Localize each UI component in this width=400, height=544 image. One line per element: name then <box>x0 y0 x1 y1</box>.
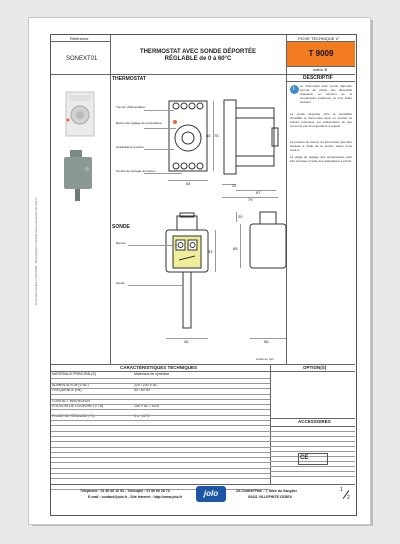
divider <box>51 41 110 42</box>
page-number: 1 <box>340 487 343 493</box>
table-rule <box>270 431 355 432</box>
carac-value: 220 / 230 V AC <box>134 382 158 387</box>
thermostat-front-drawing <box>168 100 211 172</box>
leader-line <box>144 149 174 150</box>
thermostat-side-drawing <box>222 98 280 178</box>
info-icon-glyph: i <box>293 86 295 92</box>
descriptif-heading: DESCRIPTIF <box>303 75 333 81</box>
carac-value: 50 / 60 Hz <box>134 387 150 392</box>
fiche-label: FICHE TECHNIQUE n° <box>298 36 340 41</box>
accessoires-heading: ACCESSOIRES <box>298 419 331 424</box>
table-rule <box>51 425 270 426</box>
document-title: THERMOSTAT AVEC SONDE DÉPORTÉE <box>139 49 257 55</box>
dimension: 54 <box>186 181 191 186</box>
dimension: 22 <box>232 183 237 188</box>
callout-label: Témoin d'alimentation <box>116 105 146 109</box>
table-rule <box>51 409 270 410</box>
info-icon <box>290 85 299 94</box>
table-rule <box>51 415 270 416</box>
page-count: 2 <box>347 495 350 501</box>
callout-label: Sonde <box>116 281 125 285</box>
table-rule <box>51 383 270 384</box>
sonde-side-drawing <box>248 210 290 272</box>
carac-value: 0 à +60°C <box>134 414 150 419</box>
sonde-photo <box>60 145 102 205</box>
leader-line <box>128 245 176 246</box>
cotes-note: Cotes en mm <box>256 357 274 361</box>
divider <box>270 426 355 427</box>
carac-label: FRÉQUENCE (Hz) <box>52 387 82 392</box>
footer-city: 93421 VILLEPINTE CEDEX <box>248 495 292 499</box>
leader-line <box>144 173 182 174</box>
carac-label: MATÉRIAUX PRINCIPAL(S) <box>52 372 97 376</box>
dimension: 53 <box>208 249 213 254</box>
carac-label: POUVOIR DE COUPURE (V / A) <box>52 403 104 408</box>
carac-value: 250 V AC / 16 A <box>134 403 159 408</box>
sonde-front-drawing <box>163 212 211 330</box>
table-rule <box>51 388 270 389</box>
footer-phone: Téléphone : 01 60 60 10 53 - Télécopie : 01 60 60 26 73 <box>80 489 170 493</box>
carac-value: Matériaux de synthèse <box>134 372 170 376</box>
table-rule <box>51 478 270 479</box>
dimension: 75 <box>214 133 219 138</box>
table-rule <box>270 441 355 442</box>
reference-value: SONEXT01 <box>66 56 98 62</box>
caracteristiques-heading: CARACTÉRISTIQUES TECHNIQUES <box>120 365 198 370</box>
table-rule <box>51 452 270 453</box>
sonde-heading: SONDE <box>112 224 130 230</box>
descriptif-paragraph: La sonde déportée offre la possibilité d'installer le thermostat dans un endroit où l'accès technique est indépendant du lieu concerné par la température à réguler. <box>290 112 352 128</box>
thermostat-heading: THERMOSTAT <box>112 76 146 82</box>
carac-label: ALIMENTATION (V AC) <box>52 382 89 387</box>
carac-label: PLAGE DE RÉGLAGE (°C) <box>52 414 95 419</box>
leader-line <box>144 110 174 111</box>
table-rule <box>51 447 270 448</box>
table-rule <box>51 420 270 421</box>
descriptif-paragraph: La plage de réglage des températures peut être précisée à l'aide des graduations à points. <box>290 155 352 163</box>
document-subtitle: RÉGLABLE de 0 à 60°C <box>164 56 232 62</box>
table-rule <box>270 451 355 452</box>
dimension-line <box>250 338 286 339</box>
callout-label: Graduations à points <box>116 145 144 149</box>
table-rule <box>51 431 270 432</box>
table-rule <box>270 466 355 467</box>
footer-email: E-mail : contact@jolo.fr - Site Internet : http://www.jolo.fr <box>88 495 183 499</box>
reference-label: Référence <box>70 36 89 41</box>
table-rule <box>51 457 270 458</box>
callout-label: Bouton de réglage de température <box>116 121 162 125</box>
leader-line <box>128 285 183 286</box>
indice: indice B <box>313 67 328 72</box>
table-rule <box>51 468 270 469</box>
options-heading: OPTION(S) <box>303 365 327 370</box>
side-note: Document réalisé en 01/2009 - Reproduction interdite sans autorisation de JOLO <box>34 197 38 305</box>
dimension: 45 <box>206 133 211 138</box>
divider <box>110 74 111 364</box>
dimension-line <box>215 230 216 272</box>
table-rule <box>270 471 355 472</box>
table-rule <box>270 436 355 437</box>
thermostat-photo <box>60 82 102 142</box>
ce-mark: CE <box>300 455 309 461</box>
table-rule <box>51 462 270 463</box>
table-rule <box>270 476 355 477</box>
carac-label: CONTACT INVERSEUR <box>52 398 90 403</box>
descriptif-paragraph: La position du bouton du thermostat peut être bloquée à l'aide de la touche située sous celui-ci. <box>290 140 352 152</box>
jolo-logo-text: jolo <box>203 489 219 498</box>
dimension: 56 <box>264 339 269 344</box>
table-rule <box>51 473 270 474</box>
dimension: 79 <box>248 197 253 202</box>
callout-label: Touche de blocage du bouton <box>116 169 156 173</box>
descriptif-paragraph: Le thermostat avec sonde déportée permet de piloter des dispositifs d'aération en fonction de la température extérieure ou d'un fluide ambiant. <box>300 84 352 104</box>
divider <box>286 81 355 82</box>
table-rule <box>51 404 270 405</box>
table-rule <box>270 446 355 447</box>
table-rule <box>51 441 270 442</box>
footer-address: ZA Central Parc - 7, allée du Sanglier <box>236 489 297 493</box>
dimension-line <box>240 224 241 268</box>
dimension: 36 <box>184 339 189 344</box>
divider <box>51 484 355 485</box>
divider <box>51 371 355 372</box>
table-rule <box>51 378 270 379</box>
table-rule <box>51 394 270 395</box>
dimension: 20 <box>238 214 243 219</box>
callout-label: Bornier <box>116 241 126 245</box>
table-rule <box>51 399 270 400</box>
dimension: 67 <box>256 190 261 195</box>
dimension-line <box>236 212 237 222</box>
fiche-number: T 9009 <box>308 49 334 58</box>
table-rule <box>51 436 270 437</box>
leader-line <box>144 128 176 129</box>
dimension: 65 <box>233 246 238 251</box>
